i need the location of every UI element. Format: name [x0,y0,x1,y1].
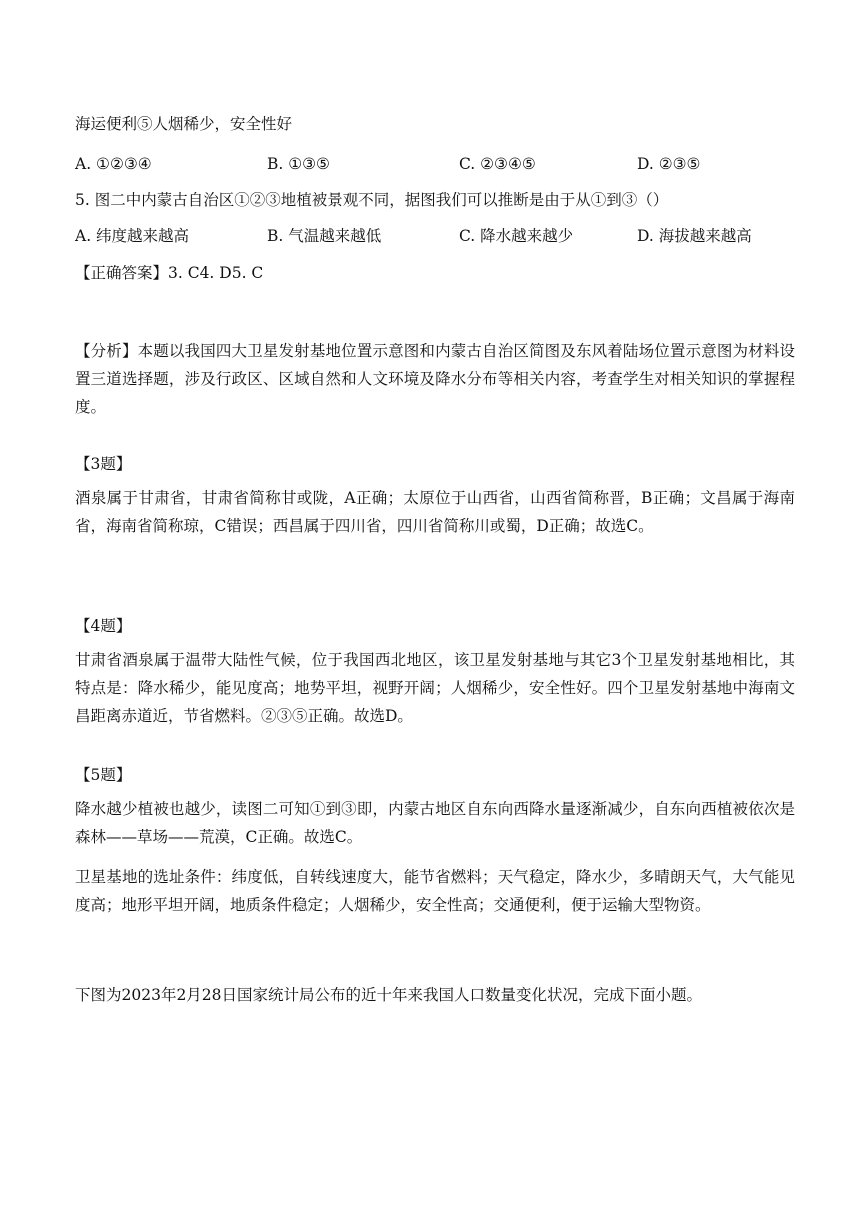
q5-option-d: D. 海拔越来越高 [637,227,752,245]
q4-option-d: D. ②③⑤ [637,155,701,173]
q5-option-c: C. 降水越来越少 [459,227,574,245]
q4-options [75,153,795,175]
q5-stem: 5. 图二中内蒙古自治区①②③地植被景观不同，据图我们可以推断是由于从①到③（） [75,191,669,209]
q4-stem-tail: 海运便利⑤人烟稀少，安全性好 [75,115,293,133]
section-heading-4: 【4题】 [75,617,132,635]
section-body-5: 降水越少植被也越少，读图二可知①到③即，内蒙古地区自东向西降水量逐渐减少，自东向西植被依次是森林——草场——荒漠，C正确。故选C。 [75,800,795,846]
analysis-body: 本题以我国四大卫星发射基地位置示意图和内蒙古自治区简图及东风着陆场位置示意图为材料设置三道选择题，涉及行政区、区域自然和人文环境及降水分布等相关内容，考查学生对相关知识的掌握程度。 [75,342,795,416]
analysis-paragraph [75,337,795,421]
section-heading-3: 【3题】 [75,455,132,473]
correct-answer: 【正确答案】3. C4. D5. C [75,264,264,282]
q5-option-b: B. 气温越来越低 [267,227,382,245]
section-body-4: 甘肃省酒泉属于温带大陆性气候，位于我国西北地区，该卫星发射基地与其它3个卫星发射基地相比，其特点是：降水稀少，能见度高；地势平坦，视野开阔；人烟稀少，安全性好。四个卫星发射基地中海南文昌距离赤道近，节省燃料。②③⑤正确。故选D。 [75,651,795,725]
q4-option-b: B. ①③⑤ [267,155,330,173]
summary-paragraph: 卫星基地的选址条件：纬度低，自转线速度大，能节省燃料；天气稳定，降水少，多晴朗天气，大气能见度高；地形平坦开阔，地质条件稳定；人烟稀少，安全性高；交通便利，便于运输大型物资。 [75,868,795,914]
q5-options [75,225,795,247]
q5-option-a: A. 纬度越来越高 [75,227,190,245]
analysis-heading: 【分析】 [75,342,138,360]
q4-option-c: C. ②③④⑤ [459,155,536,173]
section-heading-5: 【5题】 [75,766,132,784]
section-body-3: 酒泉属于甘肃省，甘肃省简称甘或陇，A正确；太原位于山西省，山西省简称晋，B正确；文昌属于海南省，海南省简称琼，C错误；西昌属于四川省，四川省简称川或蜀，D正确；故选C。 [75,489,795,535]
next-question-intro: 下图为2023年2月28日国家统计局公布的近十年来我国人口数量变化状况，完成下面小题。 [75,986,703,1004]
q4-option-a: A. ①②③④ [75,155,152,173]
